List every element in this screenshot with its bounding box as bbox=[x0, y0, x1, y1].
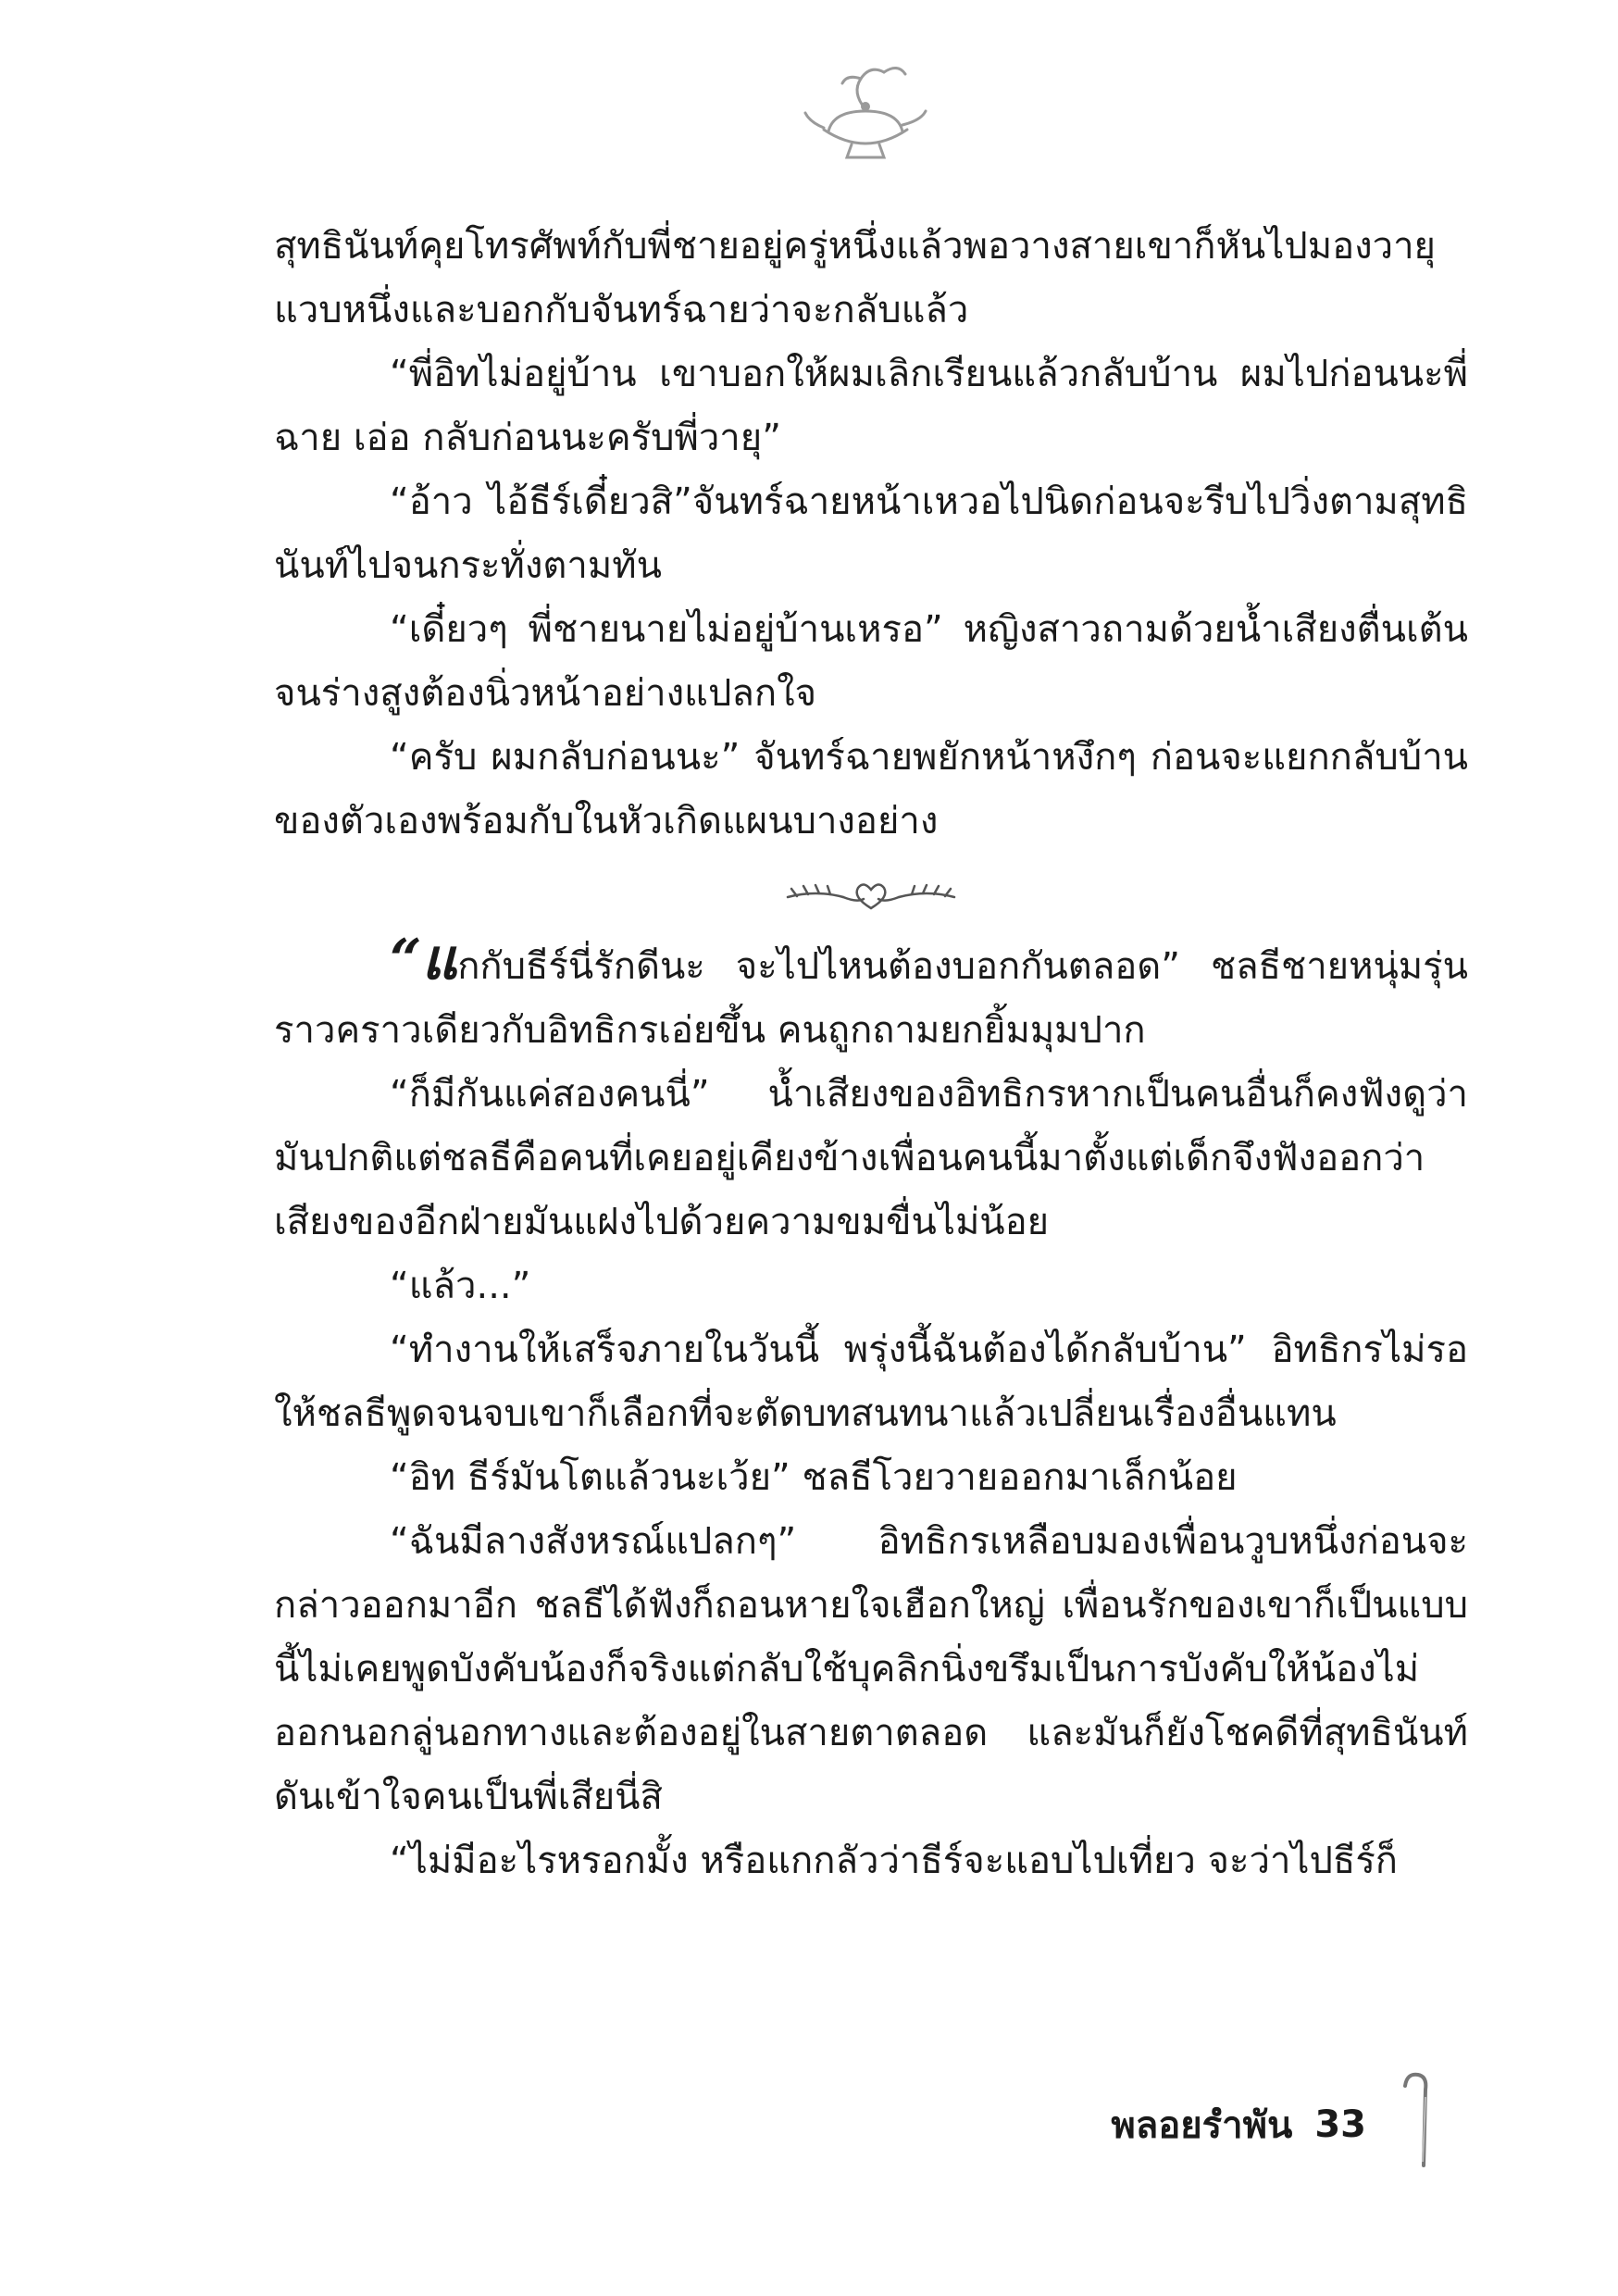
paragraph: “ไม่มีอะไรหรอกมั้ง หรือแกกลัวว่าธีร์จะแอบไปเที่ยว จะว่าไปธีร์ก็ bbox=[390, 1840, 1399, 1882]
paragraph: “อิท ธีร์มันโตแล้วนะเว้ย” ชลธีโวยวายออกมาเล็กน้อย bbox=[390, 1456, 1238, 1499]
paragraph: “ครับ ผมกลับก่อนนะ” จันทร์ฉายพยักหน้าหงึกๆ ก่อนจะแยกกลับบ้านของตัวเองพร้อมกับในหัวเกิดแผนบางอย่าง bbox=[274, 736, 1468, 842]
paragraph: “แล้ว...” bbox=[390, 1265, 531, 1307]
paragraph: “ฉันมีลางสังหรณ์แปลกๆ” อิทธิกรเหลือบมองเพื่อนวูบหนึ่งก่อนจะกล่าวออกมาอีก ชลธีได้ฟังก็ถอนหายใจเฮือกใหญ่ เพื่อนรักของเขาก็เป็นแบบนี้ไม่เคยพูดบังคับน้องก็จริงแต่กลับใช้บุคลิกนิ่งขรึมเป็นการบังคับให้น้องไม่ออกนอกลู่นอกทางและต้องอยู่ในสายตาตลอด และมันก็ยังโชคดีที่สุทธินันท์ดันเข้าใจคนเป็นพี่เสียนี่สิ bbox=[274, 1520, 1468, 1818]
page-footer bbox=[1111, 2088, 1433, 2162]
page-number: 33 bbox=[1314, 2103, 1366, 2146]
paragraph: “เดี๋ยวๆ พี่ชายนายไม่อยู่บ้านเหรอ” หญิงสาวถามด้วยน้ำเสียงตื่นเต้นจนร่างสูงต้องนิ่วหน้าอย่างแปลกใจ bbox=[274, 608, 1468, 715]
book-title: พลอยรำพัน bbox=[1111, 2104, 1293, 2147]
genie-lamp-icon bbox=[796, 56, 935, 167]
paragraph: “ก็มีกันแค่สองคนนี่” น้ำเสียงของอิทธิกรหากเป็นคนอื่นก็คงฟังดูว่ามันปกติแต่ชลธีคือคนที่เคยอยู่เคียงข้างเพื่อนคนนี้มาตั้งแต่เด็กจึงฟังออกว่าเสียงของอีกฝ่ายมันแฝงไปด้วยความขมขื่นไม่น้อย bbox=[274, 1073, 1468, 1243]
cane-icon bbox=[1396, 2069, 1433, 2171]
paragraph: สุทธินันท์คุยโทรศัพท์กับพี่ชายอยู่ครู่หนึ่งแล้วพอวางสายเขาก็หันไปมองวายุแวบหนึ่งและบอกกับจันทร์ฉายว่าจะกลับแล้ว bbox=[274, 225, 1436, 331]
paragraph-text: กกับธีร์นี่รักดีนะ จะไปไหนต้องบอกกันตลอด” ชลธีชายหนุ่มรุ่นราวคราวเดียวกับอิทธิกรเอ่ยขึ้น คนถูกถามยกยิ้มมุมปาก bbox=[274, 945, 1468, 1052]
page-body bbox=[274, 215, 1468, 1893]
paragraph: “อ้าว ไอ้ธีร์เดี๋ยวสิ”จันทร์ฉายหน้าเหวอไปนิดก่อนจะรีบไปวิ่งตามสุทธินันท์ไปจนกระทั่งตามทัน bbox=[274, 480, 1468, 587]
scene-open-mark: “แ bbox=[390, 928, 458, 992]
floral-heart-divider-icon bbox=[274, 854, 1468, 935]
paragraph: “พี่อิทไม่อยู่บ้าน เขาบอกให้ผมเลิกเรียนแล้วกลับบ้าน ผมไปก่อนนะพี่ฉาย เอ่อ กลับก่อนนะครับพี่วายุ” bbox=[274, 353, 1468, 459]
paragraph: “ทำงานให้เสร็จภายในวันนี้ พรุ่งนี้ฉันต้องได้กลับบ้าน” อิทธิกรไม่รอให้ชลธีพูดจนจบเขาก็เลือกที่จะตัดบทสนทนาแล้วเปลี่ยนเรื่องอื่นแทน bbox=[274, 1329, 1468, 1435]
paragraph bbox=[274, 928, 1468, 1063]
